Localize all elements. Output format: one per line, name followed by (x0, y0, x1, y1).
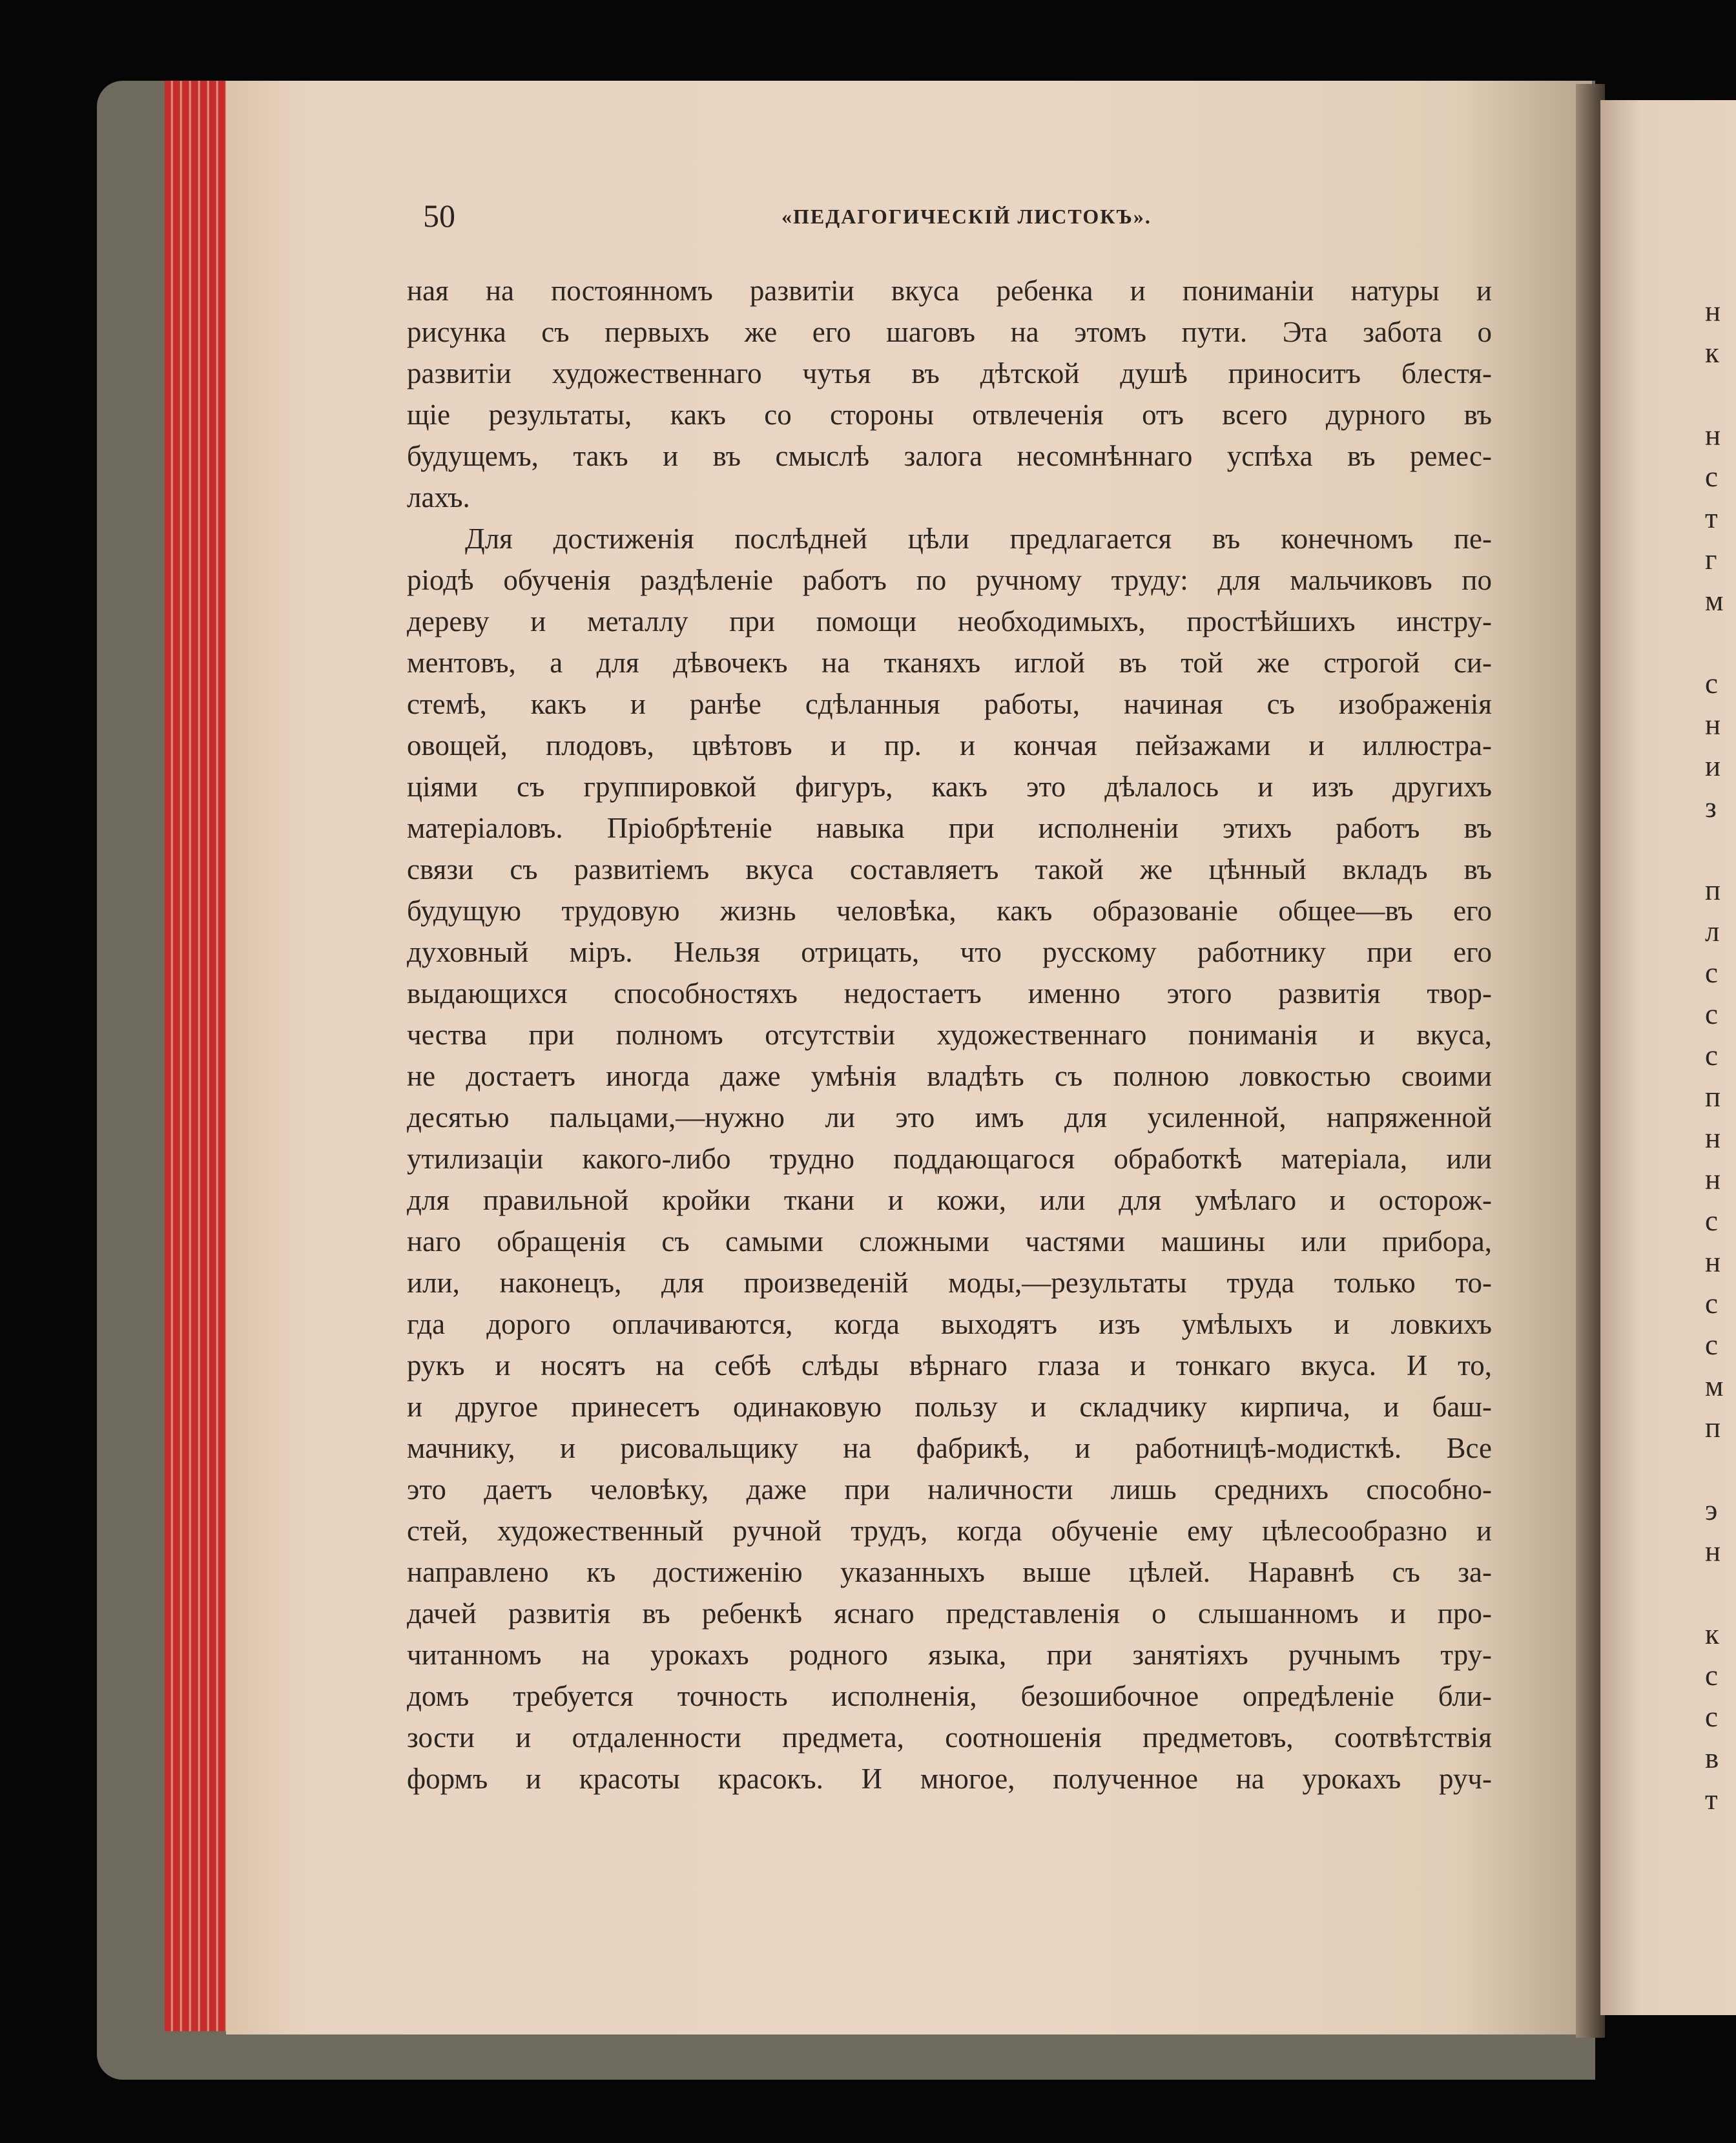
fragment: л (1705, 915, 1720, 947)
fragment: э (1705, 1494, 1718, 1526)
fragment: с (1705, 1039, 1718, 1072)
fragment: п (1705, 1411, 1721, 1444)
fragment (1705, 1572, 1736, 1613)
text-line: стей, художественный ручной трудъ, когда обученіе ему цѣлесообразно и (407, 1515, 1492, 1547)
text-line: и другое принесетъ одинаковую пользу и складчику кирпича, и баш- (407, 1391, 1492, 1423)
text-line: ная на постоянномъ развитіи вкуса ребенка и пониманіи натуры и (407, 274, 1492, 307)
fragment: г (1705, 543, 1717, 575)
text-line: дачей развитія въ ребенкѣ яснаго представленія о слышанномъ и про- (407, 1597, 1492, 1630)
text-line: для правильной кройки ткани и кожи, или для умѣлаго и осторож- (407, 1184, 1492, 1216)
fragment: н (1705, 1163, 1721, 1196)
fragment: н (1705, 1535, 1721, 1568)
text-line: овощей, плодовъ, цвѣтовъ и пр. и кончая пейзажами и иллюстра- (407, 729, 1492, 761)
text-line: наго обращенія съ самыми сложными частями машины или прибора, (407, 1225, 1492, 1258)
text-line: дереву и металлу при помощи необходимыхъ, простѣйшихъ инстру- (407, 605, 1492, 637)
fragment: с (1705, 998, 1718, 1030)
fragment: н (1705, 709, 1721, 741)
fragment: т (1705, 1783, 1718, 1816)
text-line: формъ и красоты красокъ. И многое, полученное на урокахъ руч- (407, 1763, 1492, 1795)
text-line: направлено къ достиженію указанныхъ выше цѣлей. Наравнѣ съ за- (407, 1556, 1492, 1588)
fragment (1705, 1448, 1736, 1489)
next-page-text-fragments (1705, 291, 1736, 1820)
text-line: рисунка съ первыхъ же его шаговъ на этомъ пути. Эта забота о (407, 316, 1492, 348)
text-line: стемѣ, какъ и ранѣе сдѣланныя работы, начиная съ изображенія (407, 688, 1492, 720)
fragment: с (1705, 1659, 1718, 1692)
fragment: м (1705, 585, 1724, 617)
text-line: это даетъ человѣку, даже при наличности лишь среднихъ способно- (407, 1473, 1492, 1506)
fragment: п (1705, 874, 1721, 906)
text-line: или, наконецъ, для произведеній моды,—результаты труда только то- (407, 1267, 1492, 1299)
text-line: зости и отдаленности предмета, соотношенія предметовъ, соотвѣтствія (407, 1721, 1492, 1754)
fragment: т (1705, 502, 1718, 534)
fragment: к (1705, 336, 1719, 369)
fragment: н (1705, 419, 1721, 451)
fragment: н (1705, 1122, 1721, 1154)
text-line: не достаетъ иногда даже умѣнія владѣть съ полною ловкостью своими (407, 1060, 1492, 1092)
fragment: и (1705, 750, 1721, 782)
fragment: в (1705, 1742, 1719, 1774)
paragraph-2 (407, 518, 1492, 1799)
text-line: духовный міръ. Нельзя отрицать, что русскому работнику при его (407, 936, 1492, 968)
fragment: с (1705, 1701, 1718, 1733)
fragment: с (1705, 1205, 1718, 1237)
fragment: н (1705, 1246, 1721, 1278)
fragment: н (1705, 295, 1721, 327)
fragment: с (1705, 461, 1718, 493)
running-title: «ПЕДАГОГИЧЕСКІЙ ЛИСТОКЪ». (781, 205, 1152, 228)
text-line: выдающихся способностяхъ недостаетъ именно этого развитія твор- (407, 977, 1492, 1009)
fragment: з (1705, 791, 1717, 823)
page-number: 50 (423, 198, 455, 234)
text-line: читанномъ на урокахъ родного языка, при занятіяхъ ручнымъ тру- (407, 1639, 1492, 1671)
fragment (1705, 621, 1736, 663)
text-line: рукъ и носятъ на себѣ слѣды вѣрнаго глаза и тонкаго вкуса. И то, (407, 1349, 1492, 1382)
text-line: Для достиженія послѣдней цѣли предлагается въ конечномъ пе- (465, 523, 1492, 555)
text-line: домъ требуется точность исполненія, безошибочное опредѣленіе бли- (407, 1680, 1492, 1712)
text-line: будущемъ, такъ и въ смыслѣ залога несомнѣннаго успѣха въ ремес- (407, 440, 1492, 472)
text-line: будущую трудовую жизнь человѣка, какъ образованіе общее—въ его (407, 895, 1492, 927)
fragment: к (1705, 1618, 1719, 1650)
text-line: мачнику, и рисовальщику на фабрикѣ, и работницѣ-модисткѣ. Все (407, 1432, 1492, 1464)
page-header (423, 197, 1489, 236)
page-body (407, 270, 1492, 1799)
text-line: гда дорого оплачиваются, когда выходятъ изъ умѣлыхъ и ловкихъ (407, 1308, 1492, 1340)
text-line: ціями съ группировкой фигуръ, какъ это дѣлалось и изъ другихъ (407, 771, 1492, 803)
text-line: матеріаловъ. Пріобрѣтеніе навыка при исполненіи этихъ работъ въ (407, 812, 1492, 844)
text-line: ментовъ, а для дѣвочекъ на тканяхъ иглой въ той же строгой си- (407, 647, 1492, 679)
text-line: связи съ развитіемъ вкуса составляетъ такой же цѣнный вкладъ въ (407, 853, 1492, 885)
fragment: п (1705, 1081, 1721, 1113)
text-line: лахъ. (407, 481, 470, 513)
fragment: с (1705, 957, 1718, 989)
text-line: десятью пальцами,—нужно ли это имъ для усиленной, напряженной (407, 1101, 1492, 1134)
text-line: щіе результаты, какъ со стороны отвлеченія отъ всего дурного въ (407, 399, 1492, 431)
text-line: ріодѣ обученія раздѣленіе работъ по ручному труду: для мальчиковъ по (407, 564, 1492, 596)
text-line: чества при полномъ отсутствіи художественнаго пониманія и вкуса, (407, 1019, 1492, 1051)
fragment: с (1705, 1287, 1718, 1320)
fragment: с (1705, 1329, 1718, 1361)
paragraph-1 (407, 270, 1492, 518)
fragment: с (1705, 667, 1718, 699)
fragment (1705, 373, 1736, 415)
fragment (1705, 828, 1736, 869)
text-line: развитіи художественнаго чутья въ дѣтской душѣ приноситъ блестя- (407, 357, 1492, 389)
fragment: м (1705, 1370, 1724, 1402)
text-line: утилизаціи какого-либо трудно поддающагося обработкѣ матеріала, или (407, 1143, 1492, 1175)
